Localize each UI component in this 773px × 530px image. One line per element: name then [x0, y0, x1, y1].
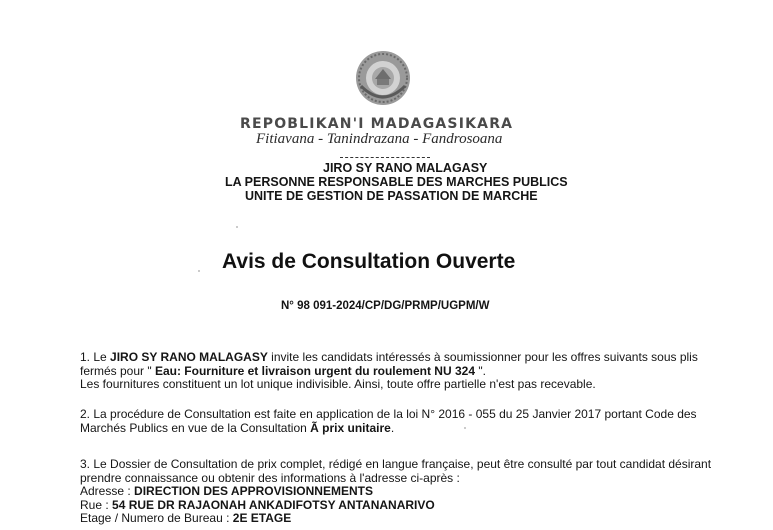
para3-address — [80, 484, 373, 498]
para1-line3: Les fournitures constituent un lot unique indivisible. Ainsi, toute offre partielle n'est pas recevable. — [80, 377, 596, 391]
para1-text-b: invite les candidats intéressés à soumissionner pour les offres suivants sous plis — [267, 350, 698, 364]
street-value: 54 RUE DR RAJAONAH ANKADIFOTSY ANTANANARIVO — [112, 498, 435, 512]
floor-label: Etage / Numero de Bureau : — [80, 511, 233, 525]
scan-speck — [198, 270, 200, 272]
para1-line2 — [80, 364, 486, 378]
para1-text-d: ". — [475, 364, 486, 378]
para1-object: Eau: Fourniture et livraison urgent du roulement NU 324 — [154, 364, 475, 378]
address-label: Adresse : — [80, 484, 135, 498]
country-name: REPOBLIKAN'I MADAGASIKARA — [240, 116, 514, 132]
para3-street — [80, 498, 435, 512]
notice-reference: N° 98 091-2024/CP/DG/PRMP/UGPM/W — [281, 300, 490, 312]
address-value: DIRECTION DES APPROVISIONNEMENTS — [134, 484, 373, 498]
org-name: JIRO SY RANO MALAGASY — [323, 161, 488, 175]
para2-text-c: . — [390, 421, 395, 435]
para3-line2: prendre connaissance ou obtenir des informations à l'adresse ci-après : — [80, 471, 460, 485]
street-label: Rue : — [80, 498, 113, 512]
national-motto: Fitiavana - Tanindrazana - Fandrosoana — [256, 131, 503, 147]
para1-line1 — [80, 350, 698, 364]
para2-unit-price: Ã prix unitaire — [310, 421, 391, 435]
para3-line1: 3. Le Dossier de Consultation de prix complet, rédigé en langue française, peut être consulté par tout candidat désirant — [80, 457, 712, 471]
header-divider — [340, 157, 430, 158]
para1-text-c: fermés pour " — [80, 364, 155, 378]
para3-floor — [80, 511, 291, 525]
org-unit: UNITE DE GESTION DE PASSATION DE MARCHE — [245, 189, 538, 203]
para2-line1: 2. La procédure de Consultation est faite en application de la loi N° 2016 - 055 du 25 Janvier 2017 portant Code des — [80, 407, 697, 421]
para1-company: JIRO SY RANO MALAGASY — [110, 350, 268, 364]
scan-speck — [236, 226, 238, 228]
floor-value: 2E ETAGE — [232, 511, 292, 525]
notice-title: Avis de Consultation Ouverte — [222, 250, 516, 273]
para2-text-a: Marchés Publics en vue de la Consultation — [80, 421, 311, 435]
org-authority: LA PERSONNE RESPONSABLE DES MARCHES PUBLICS — [225, 175, 568, 189]
para2-line2 — [80, 421, 394, 435]
scan-speck — [464, 427, 466, 429]
madagascar-seal-icon — [355, 50, 411, 106]
para1-text-a: 1. Le — [80, 350, 111, 364]
